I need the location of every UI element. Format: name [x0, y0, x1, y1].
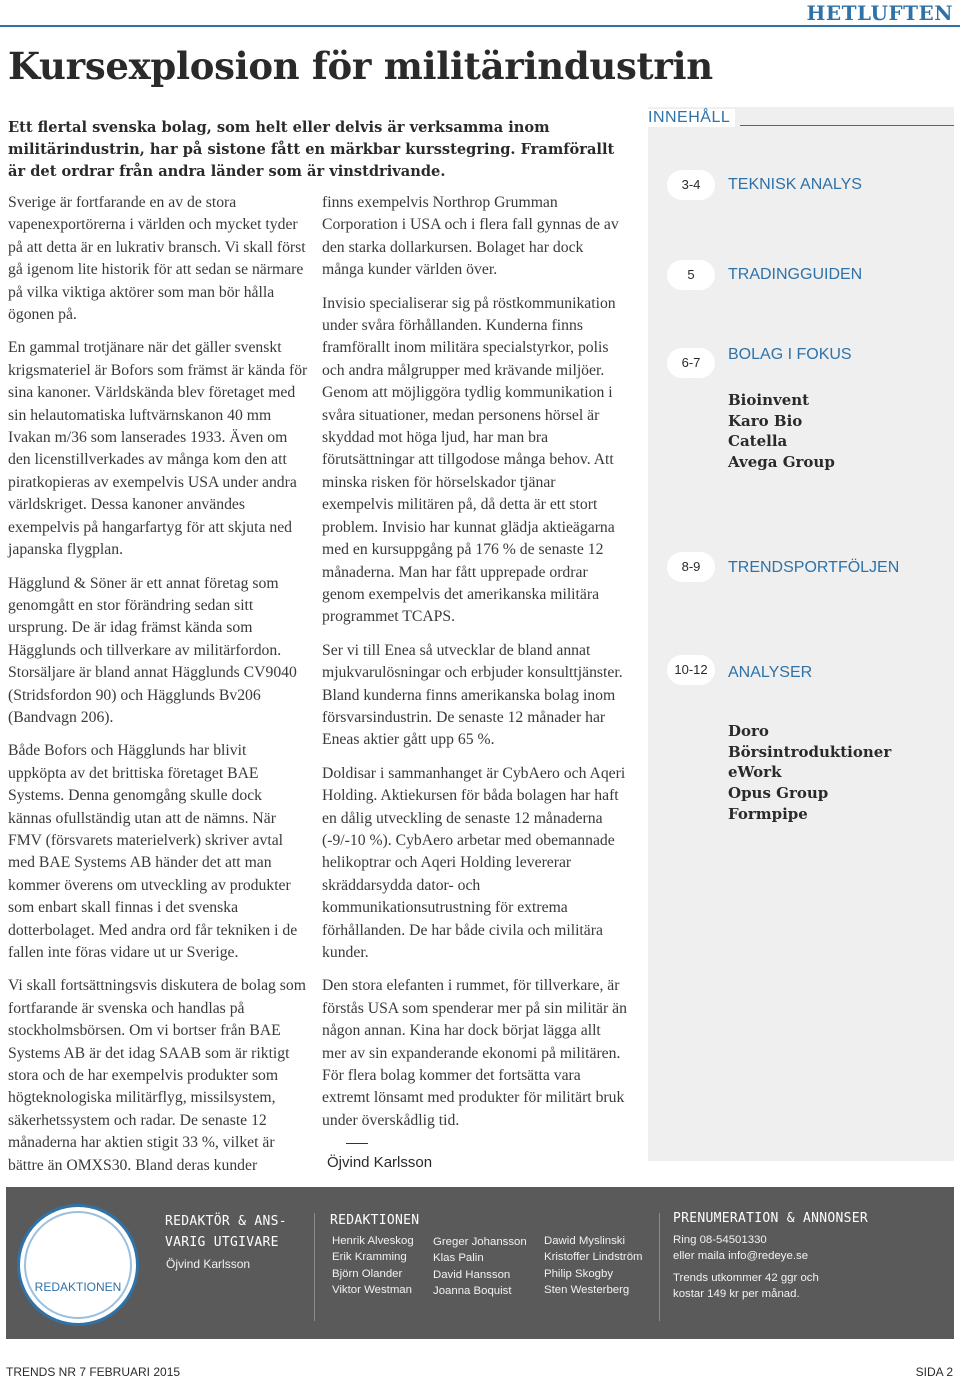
toc-page-number: 5 [667, 260, 715, 290]
paragraph: Vi skall fortsättningsvis diskutera de bolag som fortfarande är svenska och handlas på stockholmsbörsen. Om vi bortser från BAE Systems AB är det idag SAAB som är riktigt stora och de har exempelvis produkter som högteknologiska militärflyg, missilsystem, säkerhetssystem och radar. De senaste 12 månaderna har aktien stigit 33 %, vilket är bättre än OMXS30. Bland deras kunder [8, 977, 306, 1174]
toc-page-number: 3-4 [667, 170, 715, 200]
table-of-contents [648, 107, 954, 1161]
toc-title: INNEHÅLL [648, 109, 735, 127]
byline-rule [346, 1143, 368, 1144]
toc-company: Avega Group [728, 453, 835, 472]
footer-divider [314, 1213, 315, 1321]
paragraph: Den stora elefanten i rummet, för tillverkare, är förstås USA som spenderar mer på sin militär än någon annan. Kina har dock börjat lägga allt mer av sin expanderande ekonomi på militären. För flera bolag kommer det fortsätta vara extremt lönsamt med produkter för militärt bruk under överskådlig tid. [322, 977, 627, 1129]
logo-label: REDAKTIONEN [34, 1280, 122, 1294]
toc-title-rule [740, 125, 954, 126]
paragraph: Ser vi till Enea så utvecklar de bland annat mjukvarulösningar och erbjuder konsulttjänster. Bland kunderna finns amerikanska bolag inom försvarsindustrin. De senaste 12 månader har Eneas aktier gått upp 65 %. [322, 641, 623, 749]
masthead-rule [0, 25, 960, 27]
toc-page-number: 10-12 [667, 655, 715, 685]
subscription-pricing [673, 1270, 819, 1303]
paragraph: finns exempelvis Northrop Grumman Corporation i USA och i flera fall gynnas de av den starka dollarkursen. Bolaget har dock många kunder världen över. [322, 194, 619, 279]
issue-label: TRENDS NR 7 FEBRUARI 2015 [6, 1365, 181, 1379]
toc-company: Doro [728, 722, 769, 740]
paragraph: En gammal trotjänare när det gäller svenskt krigsmateriel är Bofors som främst är kända för sina kanoner. Världskända blev företaget med sin helautomatiska luftvärnskanon 40 mm Ivakan m/36 som lanserades 1933. Även om den licenstillverkades av många kom den att piratkopieras av exempelvis USA under andra världskriget. Dessa kanoner användes exempelvis på hangarfartyg för att skjuta ned japanska flygplan. [8, 339, 308, 559]
toc-item-analyser[interactable]: ANALYSER [728, 664, 813, 681]
toc-item-bolag-i-fokus[interactable]: BOLAG I FOKUS [728, 346, 852, 363]
paragraph: Invisio specialiserar sig på röstkommunikation under svåra förhållanden. Kunderna finns framförallt inom militära specialstyrkor, polis och andra målgrupper med krävande miljöer. Genom att möjliggöra tydlig kommunikation i svåra situationer, medan personens hörsel är skyddad mot höga ljud, har man bra förutsättningar att tillgodose många behov. Att minska risken för hörselskador tjänar exempelvis militären på, då detta är ett stort problem. Invisio har kunnat glädja aktieägarna med en kursuppgång på 176 % de senaste 12 månaderna. Man har fått upprepade ordrar genom exempelvis det amerikanska militära programmet TCAPS. [322, 294, 616, 626]
redaktionen-logo [17, 1204, 139, 1326]
toc-page-number: 6-7 [667, 348, 715, 378]
pricing-line: Trends utkommer 42 ggr och [673, 1272, 819, 1284]
article-column-2 [322, 192, 627, 1175]
toc-company-list [728, 721, 891, 825]
toc-company: Börsintroduktioner [728, 742, 892, 761]
staff-member: Philip Skogby [544, 1267, 614, 1280]
article-headline: Kursexplosion för militärindustrin [8, 44, 713, 88]
toc-item-trendsportfoljen[interactable]: TRENDSPORTFÖLJEN [728, 559, 900, 576]
paragraph: Sverige är fortfarande en av de stora vapenexportörerna i världen och mycket tyder på att detta är en lukrativ bransch. Vi skall först gå igenom lite historik för att sedan se närmare på vilka viktiga aktörer som man bör hålla ögonen på. [8, 194, 306, 324]
editor-name: Öjvind Karlsson [166, 1257, 251, 1271]
paragraph: Doldisar i sammanhanget är CybAero och Aqeri Holding. Aktiekursen för båda bolagen har haft en dålig utveckling de senaste 12 månaderna (-9/-10 %). CybAero arbetar med obemannade helikoptrar och Aqeri Holding levererar skräddarsydda dator- och kommunikationsutrustning för extrema förhållanden. De har både civila och militära kunder. [322, 764, 626, 961]
staff-member: Sten Westerberg [544, 1284, 630, 1297]
staff-heading: REDAKTIONEN [330, 1213, 420, 1228]
toc-company: Opus Group [728, 784, 829, 803]
contact-line[interactable]: eller maila info@redeye.se [673, 1250, 809, 1263]
toc-company: eWork [728, 763, 782, 782]
staff-list-1 [332, 1233, 414, 1299]
staff-member: Dawid Myslinski [544, 1235, 626, 1247]
section-title: HETLUFTEN [806, 1, 953, 25]
staff-list-2 [433, 1234, 527, 1300]
staff-member: Klas Palin [433, 1252, 484, 1265]
article-column-1 [8, 192, 308, 1188]
toc-item-tradingguiden[interactable]: TRADINGGUIDEN [728, 266, 863, 283]
pricing-line: kostar 149 kr per månad. [673, 1288, 800, 1301]
paragraph: Både Bofors och Hägglunds har blivit uppköpta av det brittiska företaget BAE Systems. Denna genomgång skulle dock kännas ofullständig utan att de nämns. När FMV (försvarets materielverk) skriver avtal med BAE Systems AB händer det att man kommer överens om utveckling av produkter som enbart skall finnas i det svenska dotterbolaget. Med andra ord får tekniken i de fallen inte föras vidare ut ur Sverige. [8, 742, 298, 961]
toc-company: Catella [728, 432, 788, 451]
editor-heading [165, 1211, 287, 1253]
subscription-contact [673, 1232, 808, 1265]
footer-divider [659, 1213, 660, 1321]
author-byline: Öjvind Karlsson [327, 1154, 433, 1172]
staff-member: Björn Olander [332, 1267, 403, 1280]
staff-member: Greger Johansson [433, 1236, 527, 1248]
toc-company: Formpipe [728, 804, 808, 823]
paragraph: Hägglund & Söner är ett annat företag som genomgått en stor förändring sedan sitt ursprung. De är idag främst kända som Hägglunds och tillverkare av militärfordon. Storsäljare är bland annat Hägglunds CV9040 (Stridsfordon 90) och Hägglunds Bv206 (Bandvagn 206). [8, 574, 297, 726]
editor-heading-line: VARIG UTGIVARE [165, 1235, 279, 1250]
staff-member: Viktor Westman [332, 1284, 412, 1297]
staff-member: Joanna Boquist [433, 1285, 512, 1298]
toc-item-teknisk-analys[interactable]: TEKNISK ANALYS [728, 176, 862, 193]
staff-member: David Hansson [433, 1268, 511, 1281]
contact-line: Ring 08-54501330 [673, 1234, 767, 1246]
toc-company: Bioinvent [728, 391, 810, 409]
colophon-footer [6, 1187, 954, 1339]
page-number: SIDA 2 [915, 1365, 953, 1379]
staff-member: Erik Kramming [332, 1251, 407, 1264]
editor-heading-line: REDAKTÖR & ANS- [165, 1214, 287, 1229]
toc-page-number: 8-9 [667, 552, 715, 582]
staff-member: Kristoffer Lindström [544, 1251, 643, 1264]
article-ingress: Ett flertal svenska bolag, som helt eller delvis är verksamma inom militärindustrin, har på sistone fått en märkbar kursstegring. Framförallt är det ordrar från andra länder som är vinstdrivande. [8, 119, 615, 180]
subscription-heading: PRENUMERATION & ANNONSER [673, 1211, 869, 1226]
toc-company-list [728, 390, 835, 473]
toc-company: Karo Bio [728, 411, 803, 430]
staff-list-3 [544, 1233, 643, 1299]
staff-member: Henrik Alveskog [332, 1235, 414, 1247]
